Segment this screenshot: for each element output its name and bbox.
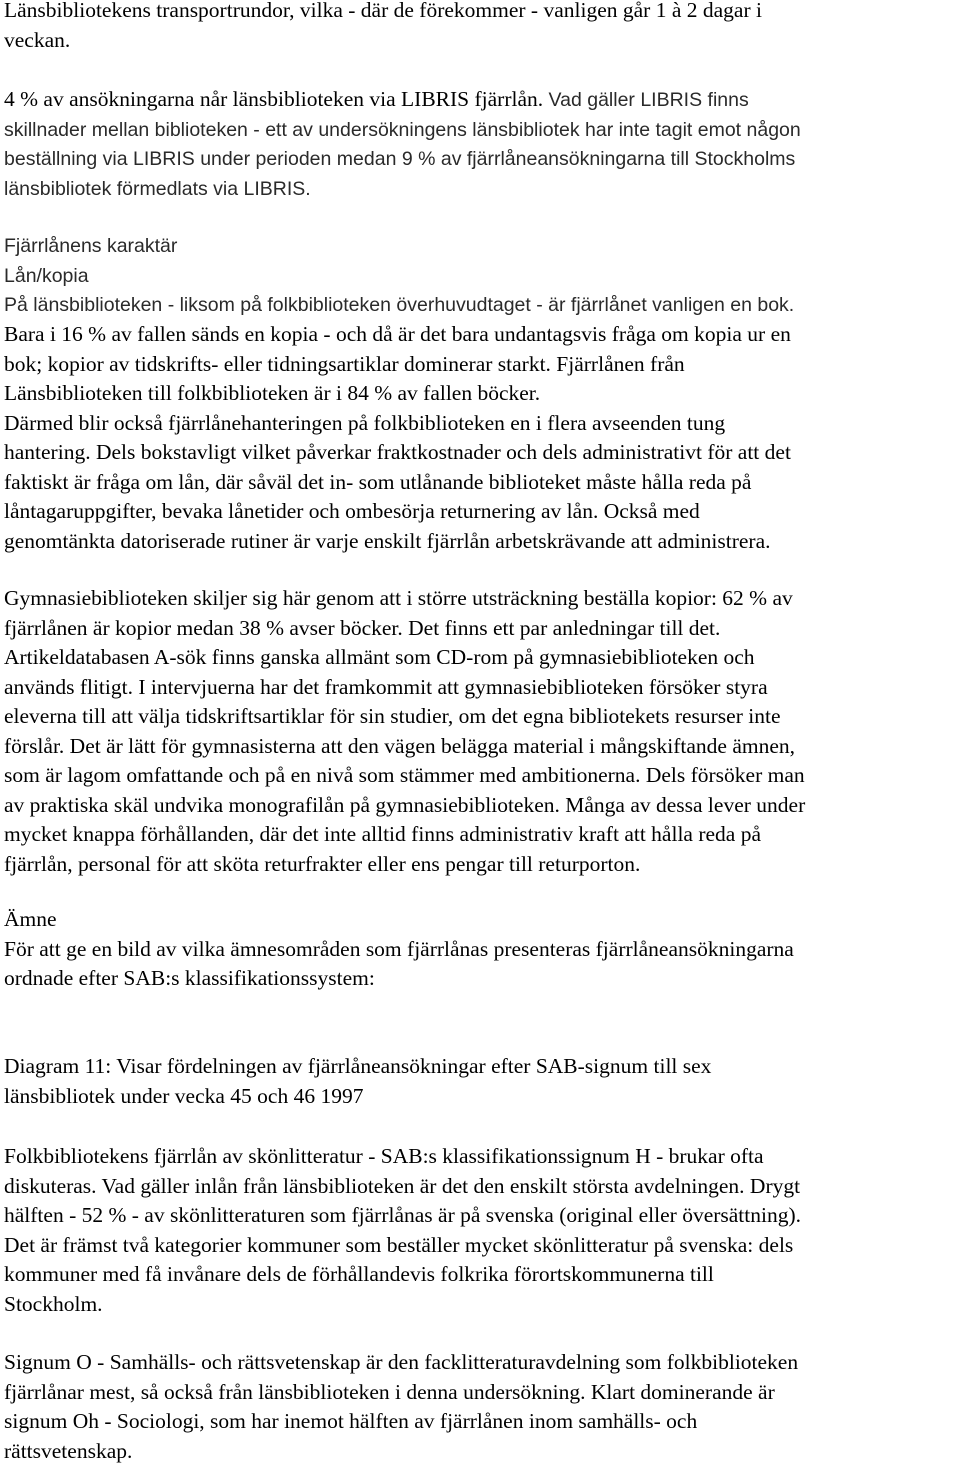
text-line: mycket knappa förhållanden, där det inte alltid finns administrativ kraft att hålla reda på — [4, 822, 762, 846]
character-paragraph — [4, 320, 954, 556]
libris-paragraph — [4, 85, 954, 204]
text-line: Länsbibliotekens transportrundor, vilka - där de förekommer - vanligen går 1 à 2 dagar i — [4, 0, 762, 22]
libris-sentence-sans: Vad gäller LIBRIS finns — [543, 89, 749, 111]
text-line: låntagaruppgifter, bevaka lånetider och ombesörja returnering av lån. Också med — [4, 499, 700, 523]
text-line: skillnader mellan biblioteken - ett av undersökningens länsbibliotek har inte tagit emot någon — [4, 118, 801, 141]
section-subheading: Lån/kopia — [4, 264, 89, 287]
text-line: På länsbiblioteken - liksom på folkbiblioteken överhuvudtaget - är fjärrlånet vanligen en bok. — [4, 294, 795, 316]
text-line: fjärrlånen är kopior medan 38 % avser böcker. Det finns ett par anledningar till det. — [4, 615, 721, 640]
text-line: som är lagom omfattande och på en nivå som stämmer med ambitionerna. Dels försöker man — [4, 763, 805, 787]
text-line: länsbibliotek under vecka 45 och 46 1997 — [4, 1083, 364, 1108]
section-heading: Ämne — [4, 907, 57, 931]
gymnasium-paragraph — [4, 584, 954, 879]
text-line: beställning via LIBRIS under perioden medan 9 % av fjärrlåneansökningarna till Stockholms — [4, 148, 796, 170]
section-heading: Fjärrlånens karaktär — [4, 235, 178, 257]
text-line: veckan. — [4, 27, 71, 52]
text-line: fjärrlånar mest, så också från länsbiblioteken i denna undersökning. Klart dominerande är — [4, 1379, 775, 1404]
text-line: Folkbibliotekens fjärrlån av skönlitteratur - SAB:s klassifikationssignum H - brukar ofta — [4, 1144, 764, 1168]
transport-paragraph — [4, 0, 954, 55]
text-line: Bara i 16 % av fallen sänds en kopia - och då är det bara undantagsvis fråga om kopia ur en — [4, 322, 791, 346]
text-line: Gymnasiebiblioteken skiljer sig här genom att i större utsträckning beställa kopior: 62 % av — [4, 586, 793, 610]
text-line: Signum O - Samhälls- och rättsvetenskap är den facklitteraturavdelning som folkbiblioteken — [4, 1350, 799, 1374]
text-line: eleverna till att välja tidskriftsartiklar för sin studier, om det egna bibliotekets resurser inte — [4, 704, 781, 728]
text-line: För att ge en bild av vilka ämnesområden som fjärrlånas presenteras fjärrlåneansökningarna — [4, 936, 794, 961]
text-line: förslår. Det är lätt för gymnasisterna att den vägen belägga material i mångskiftande ämnen, — [4, 733, 796, 758]
libris-sentence-serif: 4 % av ansökningarna når länsbiblioteken via LIBRIS fjärrlån. — [4, 87, 544, 111]
text-line: diskuteras. Vad gäller inlån från länsbiblioteken är det den enskilt största avdelningen. Drygt — [4, 1173, 801, 1198]
text-line: kommuner med få invånare dels de förhållandevis folkrika förortskommunerna till — [4, 1262, 714, 1286]
text-line: hantering. Dels bokstavligt vilket påverkar fraktkostnader och dels administrativt för att det — [4, 440, 791, 464]
text-line: Det är främst två kategorier kommuner som beställer mycket skönlitteratur på svenska: dels — [4, 1232, 794, 1257]
subject-section — [4, 905, 954, 994]
social-paragraph — [4, 1348, 954, 1466]
text-line: signum Oh - Sociologi, som har inemot hälften av fjärrlånen inom samhälls- och — [4, 1409, 698, 1433]
text-line: Därmed blir också fjärrlånehanteringen på folkbiblioteken en i flera avseenden tung — [4, 410, 726, 435]
text-line: ordnade efter SAB:s klassifikationssystem: — [4, 966, 375, 990]
text-line: Artikeldatabasen A-sök finns ganska allmänt som CD-rom på gymnasiebiblioteken och — [4, 645, 755, 669]
text-line: Stockholm. — [4, 1291, 103, 1316]
text-line: genomtänkta datoriserade rutiner är varje enskilt fjärrlån arbetskrävande att administrera. — [4, 528, 771, 553]
text-line: fjärrlån, personal för att sköta returfrakter eller ens pengar till returporton. — [4, 851, 641, 876]
text-line: rättsvetenskap. — [4, 1438, 133, 1463]
text-line: länsbibliotek förmedlats via LIBRIS. — [4, 177, 311, 200]
text-line: bok; kopior av tidskrifts- eller tidningsartiklar dominerar starkt. Fjärrlånen från — [4, 351, 685, 376]
diagram-caption — [4, 1052, 954, 1111]
character-section — [4, 232, 954, 321]
text-line: faktiskt är fråga om lån, där såväl det in- som utlånande biblioteket måste hålla reda på — [4, 469, 752, 494]
text-line: används flitigt. I intervjuerna har det framkommit att gymnasiebiblioteken försöker styra — [4, 674, 768, 699]
text-line: Diagram 11: Visar fördelningen av fjärrlåneansökningar efter SAB-signum till sex — [4, 1054, 712, 1078]
text-line: av praktiska skäl undvika monografilån på gymnasiebiblioteken. Många av dessa lever under — [4, 792, 806, 817]
text-line: hälften - 52 % - av skönlitteraturen som fjärrlånas är på svenska (original eller översättning). — [4, 1203, 802, 1227]
text-line — [4, 85, 954, 116]
text-line: Länsbiblioteken till folkbiblioteken är i 84 % av fallen böcker. — [4, 381, 541, 405]
fiction-paragraph — [4, 1142, 954, 1319]
